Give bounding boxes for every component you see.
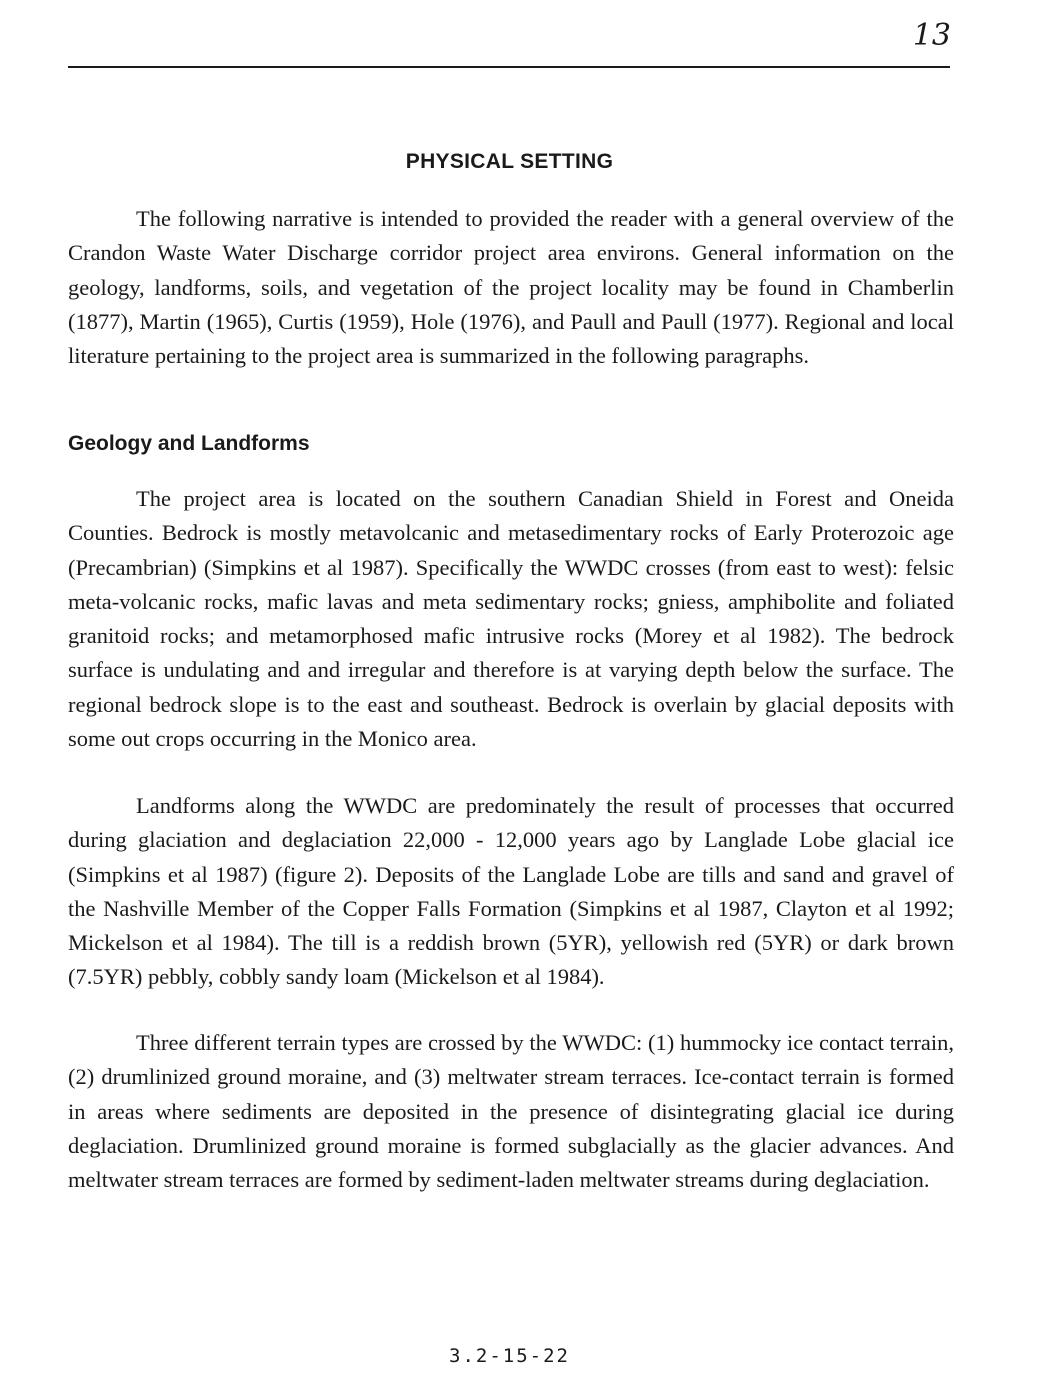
intro-paragraph: The following narrative is intended to provided the reader with a general overview of the Crandon Waste Water Discharge corridor project area environs. General information on the geology, landforms, soils, and vegetation of the project locality may be found in Chamberlin (1877), Martin (1965), Curtis (1959), Hole (1976), and Paull and Paull (1977). Regional and local literature pertaining to the project area is summarized in the following paragraphs. bbox=[68, 206, 954, 369]
header-rule bbox=[68, 66, 950, 68]
subsection-heading: Geology and Landforms bbox=[68, 432, 310, 455]
section-title: PHYSICAL SETTING bbox=[405, 150, 614, 173]
geology-paragraph: The project area is located on the southern Canadian Shield in Forest and Oneida Counties. Bedrock is mostly metavolcanic and metasedimentary rocks of Early Proterozoic age (Precambrian) (Simpkins et al 1987). Specifically the WWDC crosses (from east to west): felsic meta-volcanic rocks, mafic lavas and meta sedimentary rocks; gniess, amphibolite and foliated granitoid rocks; and metamorphosed mafic intrusive rocks (Morey et al 1982). The bedrock surface is undulating and and irregular and therefore is at varying depth below the surface. The regional bedrock slope is to the east and southeast. Bedrock is overlain by glacial deposits with some out crops occurring in the Monico area. bbox=[68, 486, 954, 752]
terrain-paragraph: Three different terrain types are crossed by the WWDC: (1) hummocky ice contact terrain, (2) drumlinized ground moraine, and (3) meltwater stream terraces. Ice-contact terrain is formed in areas where sediments are deposited in the presence of disintegrating glacial ice during deglaciation. Drumlinized ground moraine is formed subglacially as the glacier advances. And meltwater stream terraces are formed by sediment-laden meltwater streams during deglaciation. bbox=[68, 1030, 954, 1193]
page-number: 13 bbox=[912, 18, 951, 53]
landforms-paragraph: Landforms along the WWDC are predominately the result of processes that occurred during glaciation and deglaciation 22,000 - 12,000 years ago by Langlade Lobe glacial ice (Simpkins et al 1987) (figure 2). Deposits of the Langlade Lobe are tills and sand and gravel of the Nashville Member of the Copper Falls Formation (Simpkins et al 1987, Clayton et al 1992; Mickelson et al 1984). The till is a reddish brown (5YR), yellowish red (5YR) or dark brown (7.5YR) pebbly, cobbly sandy loam (Mickelson et al 1984). bbox=[68, 793, 954, 990]
footer-code: 3.2-15-22 bbox=[449, 1345, 570, 1367]
